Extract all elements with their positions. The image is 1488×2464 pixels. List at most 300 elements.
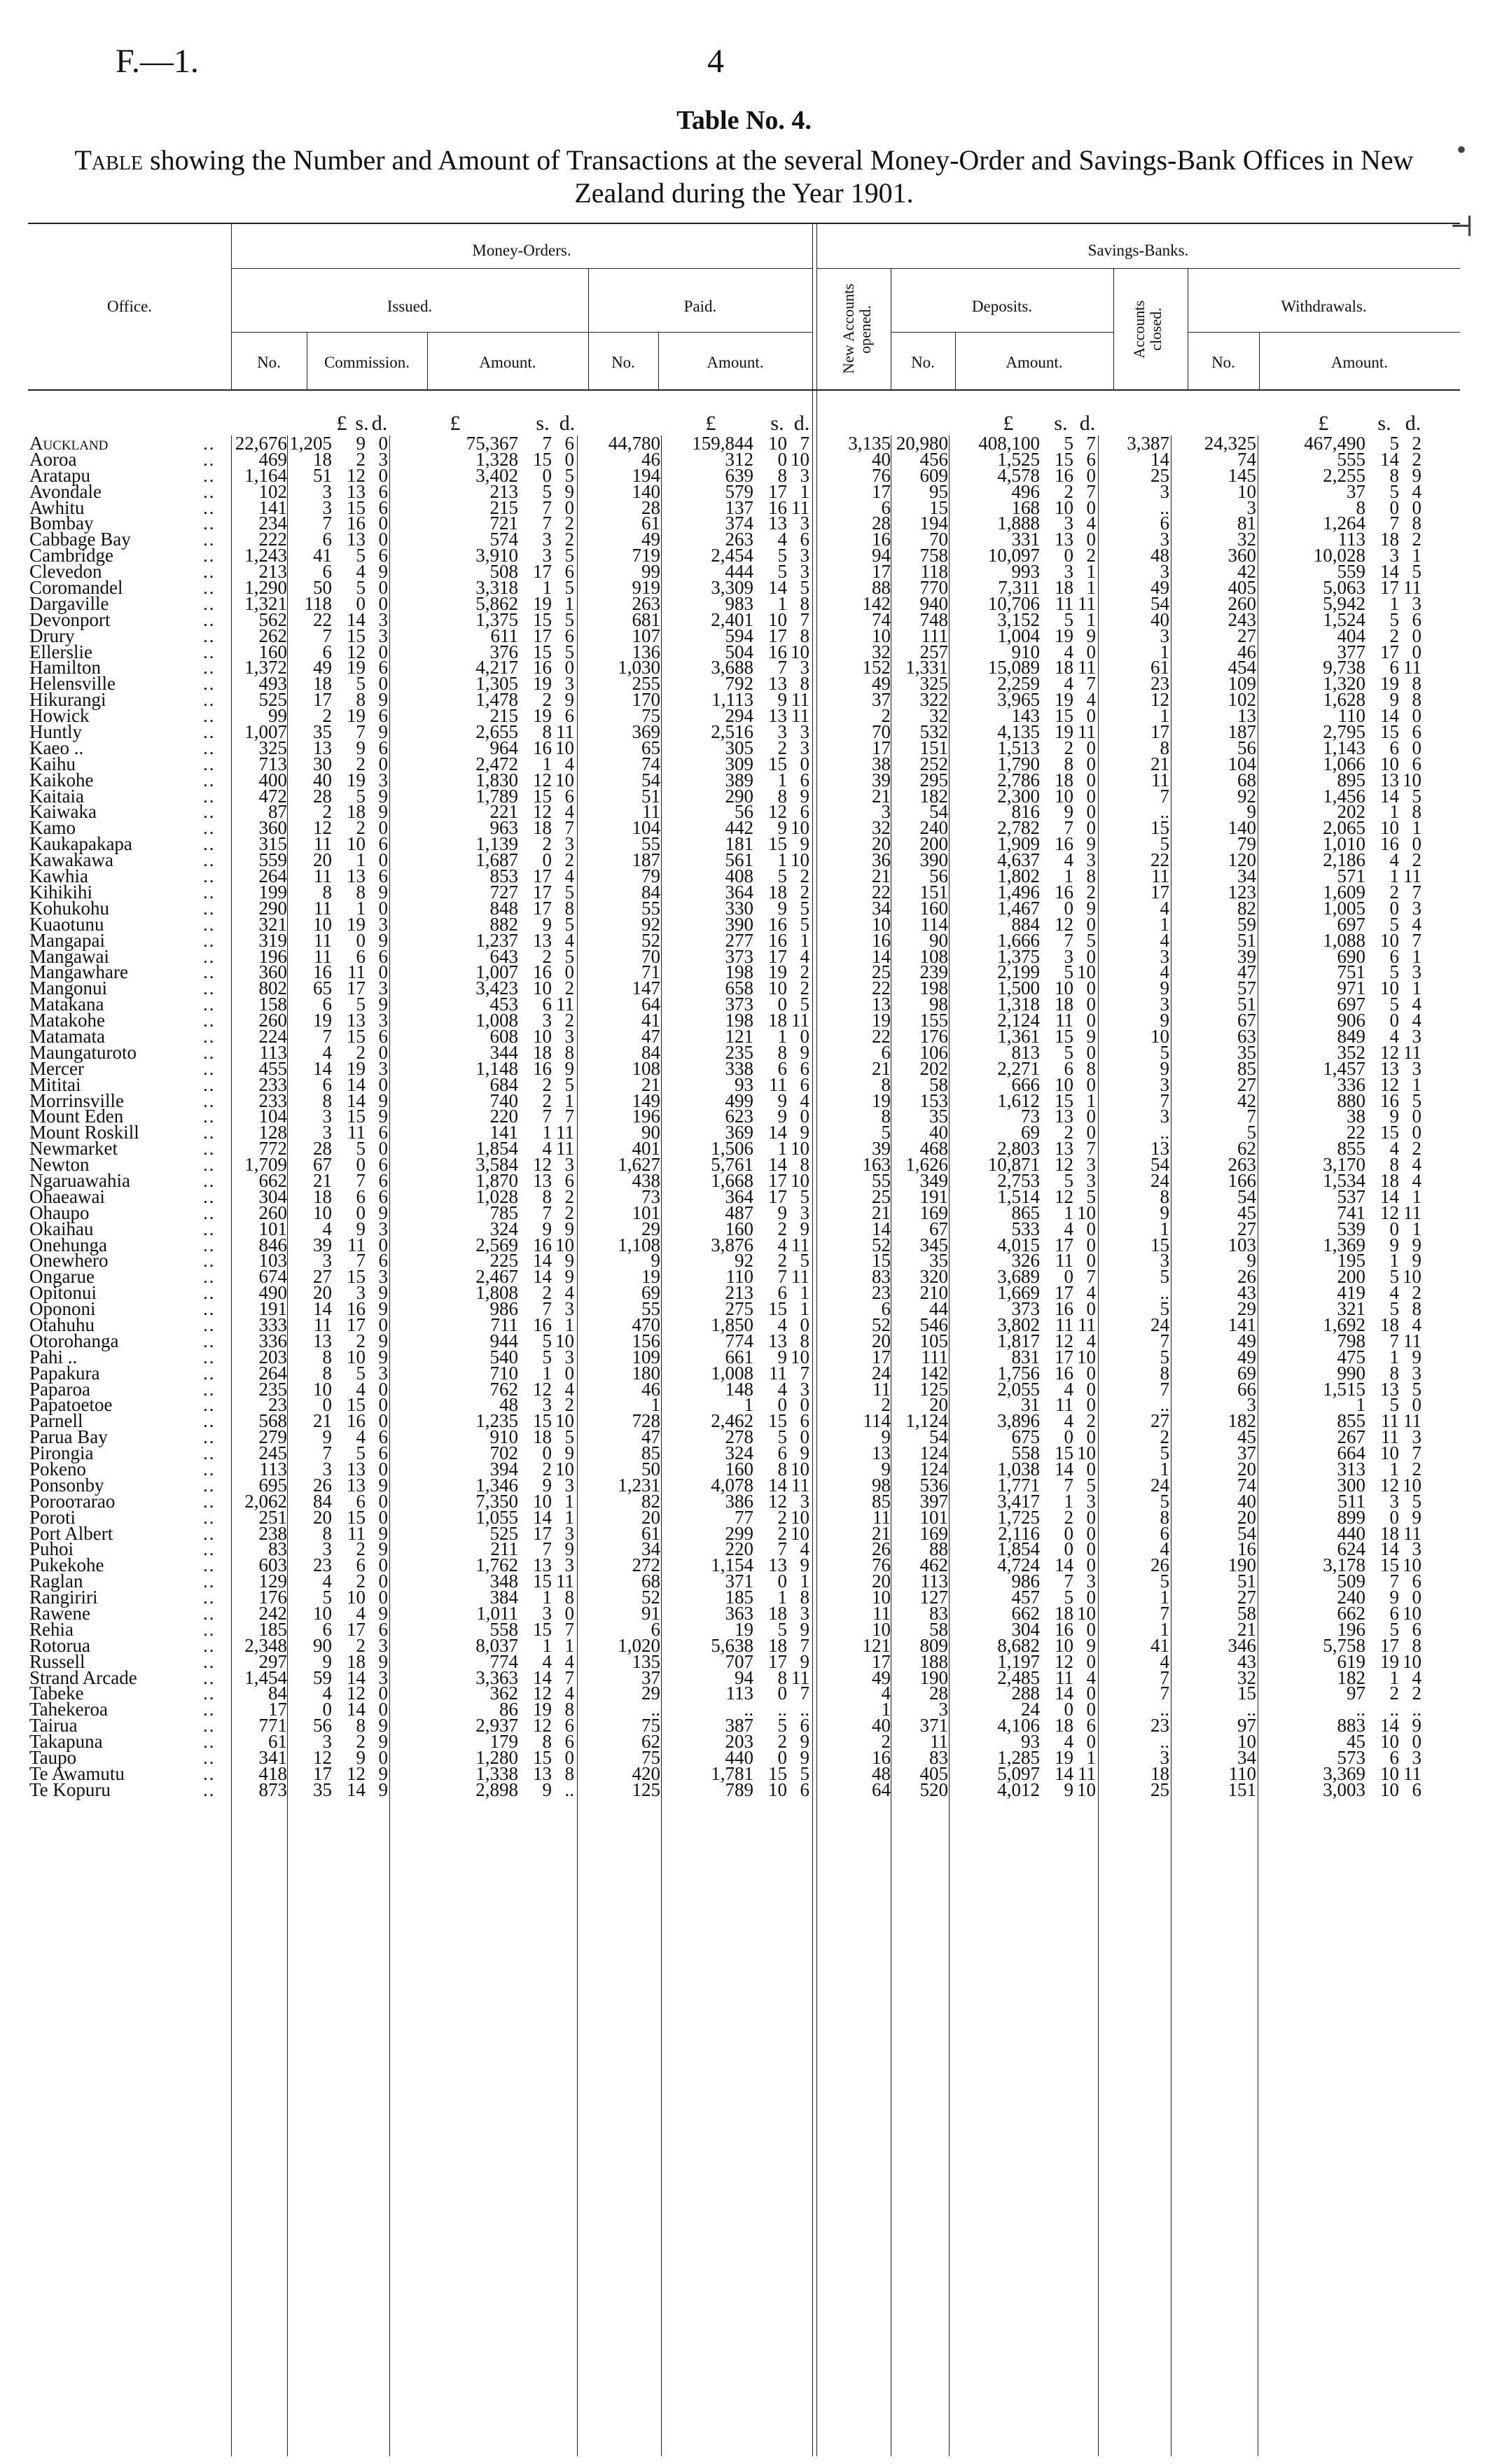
paid-amount-shillings: 6: [777, 1282, 787, 1304]
paid-amount-pounds: 1,781: [711, 1762, 753, 1784]
office-name: Kihikihi: [29, 881, 93, 903]
deposits-amount-shillings: 16: [1055, 464, 1073, 486]
issued-number: 2,062: [244, 1490, 287, 1512]
withdrawals-amount-pence: 5: [1412, 785, 1421, 807]
issued-amount-pence: 4: [564, 1650, 574, 1672]
commission-pence: 0: [378, 641, 388, 662]
issued-amount-shillings: 2: [542, 689, 552, 711]
paid-amount-shillings: 4: [777, 1314, 787, 1335]
withdrawals-amount-pounds: 37: [1347, 480, 1365, 502]
deposits-amount-pence: 0: [1086, 1362, 1096, 1384]
header-commission: Commission.: [324, 354, 410, 371]
issued-amount-pounds: 1,854: [475, 1138, 518, 1160]
office-name: Strand Arcade: [29, 1666, 137, 1688]
header-withdrawals: Withdrawals.: [1281, 298, 1367, 315]
issued-number: 203: [258, 1346, 287, 1367]
commission-pence: 0: [378, 1378, 388, 1400]
commission-pounds: 11: [314, 945, 332, 967]
issued-number: 129: [258, 1571, 287, 1592]
issued-amount-shillings: 10: [533, 1490, 552, 1512]
deposits-amount-shillings: 13: [1055, 1106, 1073, 1127]
paid-number: 180: [632, 1362, 660, 1384]
paid-number: 52: [641, 1587, 660, 1608]
new-accounts-opened: 22: [872, 881, 891, 903]
new-accounts-opened: 21: [872, 785, 891, 807]
deposits-amount-pounds: 2,116: [998, 1522, 1040, 1544]
issued-amount-pounds: 179: [489, 1731, 518, 1753]
deposits-amount-shillings: 4: [1064, 673, 1073, 695]
commission-pence: 3: [378, 1666, 388, 1688]
withdrawals-number: 59: [1237, 913, 1256, 935]
paid-amount-shillings: 0: [777, 1571, 787, 1592]
paid-number: 62: [641, 1731, 660, 1753]
withdrawals-amount-shillings: 6: [1389, 945, 1399, 967]
issued-number: 260: [258, 1202, 287, 1223]
leader-dots: ..: [203, 1410, 216, 1432]
leader-dots: ..: [203, 1346, 216, 1367]
issued-amount-pounds: 684: [489, 1073, 518, 1095]
deposits-number: 58: [929, 1073, 948, 1095]
withdrawals-number: 37: [1237, 1442, 1256, 1464]
deposits-amount-pounds: 1,285: [997, 1747, 1040, 1769]
withdrawals-amount-pounds: 195: [1337, 1250, 1365, 1272]
commission-pence: 0: [378, 1234, 388, 1255]
paid-amount-pence: 10: [791, 849, 809, 871]
commission-shillings: 19: [347, 657, 366, 678]
withdrawals-number: 263: [1228, 1154, 1256, 1176]
commission-shillings: 2: [356, 817, 366, 839]
office-name: Devonport: [29, 608, 111, 630]
paid-amount-shillings: 15: [768, 1298, 787, 1320]
deposits-amount-shillings: 4: [1064, 1378, 1073, 1400]
commission-pounds: 56: [313, 1715, 332, 1736]
commission-shillings: 6: [356, 945, 366, 967]
withdrawals-number: 187: [1228, 721, 1256, 743]
withdrawals-number: 20: [1237, 1459, 1256, 1480]
deposits-number: 320: [919, 1266, 948, 1288]
paid-amount-shillings: 9: [777, 817, 787, 839]
deposits-number: 169: [919, 1522, 948, 1544]
withdrawals-amount-pounds: 971: [1337, 977, 1365, 999]
deposits-amount-pounds: 3,152: [997, 608, 1040, 630]
withdrawals-number: 51: [1237, 994, 1256, 1015]
new-accounts-opened: 8: [881, 1073, 891, 1095]
withdrawals-number: 32: [1237, 529, 1256, 550]
new-accounts-opened: 16: [872, 529, 891, 550]
withdrawals-number: 13: [1237, 705, 1256, 727]
commission-pence: 6: [378, 1025, 388, 1047]
office-name: Opitonui: [29, 1282, 97, 1304]
paid-number: 1,627: [618, 1154, 660, 1176]
paid-amount-pounds: 181: [725, 833, 753, 855]
accounts-closed: 1: [1160, 641, 1169, 662]
paid-amount-shillings: 15: [768, 753, 787, 774]
paid-amount-pounds: 275: [725, 1298, 753, 1320]
paid-amount-pounds: 77: [735, 1506, 753, 1528]
office-name: Mangawhare: [29, 961, 128, 983]
leader-dots: ..: [203, 1138, 216, 1160]
paid-amount-shillings: 3: [777, 721, 787, 743]
withdrawals-amount-pence: 0: [1412, 833, 1421, 855]
paid-amount-shillings: 8: [777, 1459, 787, 1480]
paid-amount-pounds: 364: [725, 1185, 753, 1207]
accounts-closed: 6: [1160, 1522, 1169, 1544]
withdrawals-number: 405: [1228, 577, 1256, 599]
paid-number: 75: [641, 1747, 660, 1769]
paid-amount-pounds: 579: [725, 480, 753, 502]
issued-amount-shillings: 12: [533, 801, 552, 823]
accounts-closed: 1: [1160, 913, 1169, 935]
deposits-number: 98: [929, 994, 948, 1015]
office-name: Ngaruawahia: [29, 1169, 130, 1191]
issued-number: 234: [258, 513, 287, 534]
commission-pounds: 28: [313, 1138, 332, 1160]
deposits-amount-shillings: 18: [1055, 994, 1073, 1015]
accounts-closed: ..: [1160, 1699, 1169, 1720]
commission-pence: 6: [378, 480, 388, 502]
paid-amount-pence: 9: [800, 1554, 809, 1576]
withdrawals-amount-pence: 11: [1403, 1410, 1421, 1432]
new-accounts-opened: 19: [872, 1090, 891, 1111]
commission-pounds: 39: [313, 1234, 332, 1255]
deposits-number: 58: [929, 1618, 948, 1640]
deposits-number: 295: [919, 769, 948, 791]
leader-dots: ..: [203, 1090, 216, 1111]
deposits-amount-shillings: 14: [1055, 1459, 1073, 1480]
leader-dots: ..: [203, 1282, 216, 1304]
withdrawals-amount-pence: 4: [1412, 1154, 1421, 1176]
withdrawals-amount-pounds: 300: [1337, 1474, 1365, 1496]
issued-amount-pounds: 4,217: [475, 657, 518, 678]
withdrawals-amount-shillings: 0: [1389, 897, 1399, 919]
paid-amount-pounds: 3,876: [711, 1234, 753, 1255]
withdrawals-amount-pence: 5: [1412, 561, 1421, 583]
deposits-amount-pence: 0: [1086, 1699, 1096, 1720]
issued-amount-pounds: 721: [489, 513, 518, 534]
deposits-amount-shillings: 7: [1064, 1474, 1073, 1496]
accounts-closed: 3: [1160, 1250, 1169, 1272]
new-accounts-opened: 17: [872, 737, 891, 758]
commission-pence: 9: [378, 1603, 388, 1624]
deposits-amount-pence: 0: [1086, 1554, 1096, 1576]
withdrawals-number: 145: [1228, 464, 1256, 486]
deposits-amount-pounds: 986: [1011, 1571, 1040, 1592]
leader-dots: ..: [203, 1618, 216, 1640]
issued-amount-pence: 0: [564, 1603, 574, 1624]
withdrawals-amount-shillings: 0: [1389, 1010, 1399, 1031]
paid-number: 41: [641, 1010, 660, 1031]
commission-shillings: 4: [356, 561, 366, 583]
commission-pounds: 8: [322, 1362, 332, 1384]
paid-amount-pence: 6: [800, 801, 809, 823]
issued-amount-pence: 3: [564, 833, 574, 855]
commission-shillings: 12: [347, 464, 366, 486]
office-name: Kamo: [29, 817, 76, 839]
issued-amount-pence: 0: [564, 448, 574, 470]
commission-shillings: 5: [356, 545, 366, 566]
deposits-amount-pence: 11: [1078, 1314, 1096, 1335]
withdrawals-number: 67: [1237, 1010, 1256, 1031]
deposits-amount-pence: 0: [1086, 1010, 1096, 1031]
deposits-amount-pounds: 326: [1011, 1250, 1040, 1272]
deposits-amount-pence: 0: [1086, 1506, 1096, 1528]
issued-amount-pence: 8: [564, 1762, 574, 1784]
withdrawals-number: 110: [1228, 1762, 1256, 1784]
paid-amount-shillings: 7: [777, 1538, 787, 1560]
issued-number: 333: [258, 1314, 287, 1335]
paid-number: 52: [641, 929, 660, 951]
office-name: Rotorua: [29, 1634, 90, 1656]
leader-dots: ..: [203, 1330, 216, 1351]
issued-number: 418: [258, 1762, 287, 1784]
deposits-amount-pence: 0: [1086, 464, 1096, 486]
leader-dots: ..: [203, 1762, 216, 1784]
deposits-amount-pence: 0: [1086, 1250, 1096, 1272]
issued-amount-pounds: 986: [489, 1298, 518, 1320]
deposits-amount-pounds: 1,500: [997, 977, 1040, 999]
office-name: Hikurangi: [29, 689, 106, 711]
withdrawals-amount-pounds: 1,010: [1323, 833, 1365, 855]
withdrawals-number: 35: [1237, 1041, 1256, 1063]
commission-pence: 9: [378, 1715, 388, 1736]
commission-shillings: 7: [356, 1169, 366, 1191]
deposits-amount-pence: 4: [1086, 513, 1096, 534]
withdrawals-number: 85: [1237, 1057, 1256, 1079]
withdrawals-amount-shillings: 10: [1380, 1442, 1399, 1464]
commission-pence: 0: [378, 1587, 388, 1608]
office-name: Parua Bay: [29, 1426, 108, 1448]
savings-banks-underline: [816, 268, 1460, 269]
paid-amount-pounds: 983: [725, 592, 753, 614]
issued-amount-pence: 0: [564, 496, 574, 518]
commission-pence: 0: [378, 433, 388, 454]
paid-amount-pounds: 661: [725, 1346, 753, 1367]
withdrawals-amount-pence: 11: [1403, 865, 1421, 887]
deposits-amount-pence: 0: [1086, 705, 1096, 727]
paid-number: 255: [632, 673, 660, 695]
issued-number: 251: [258, 1506, 287, 1528]
withdrawals-number: 66: [1237, 1378, 1256, 1400]
commission-pence: 6: [378, 545, 388, 566]
commission-pence: 0: [378, 1571, 388, 1592]
paid-number: 1,020: [618, 1634, 660, 1656]
margin-mark: ⊣: [1449, 211, 1474, 242]
commission-shillings: 14: [347, 1699, 366, 1720]
header-paid: Paid.: [683, 298, 717, 315]
commission-shillings: 12: [347, 641, 366, 662]
issued-amount-pence: 1: [564, 1314, 574, 1335]
issued-amount-pence: 6: [564, 1169, 574, 1191]
office-name: Papakura: [29, 1362, 100, 1384]
withdrawals-amount-shillings: 13: [1380, 769, 1399, 791]
commission-shillings: 3: [356, 1282, 366, 1304]
office-name: Pokeno: [29, 1459, 86, 1480]
accounts-closed: 3,387: [1127, 433, 1169, 454]
issued-amount-pounds: 344: [489, 1041, 518, 1063]
issued-amount-pence: 9: [564, 1057, 574, 1079]
paid-amount-pounds: 658: [725, 977, 753, 999]
issued-amount-pence: 9: [564, 480, 574, 502]
commission-shillings: 12: [347, 1683, 366, 1704]
paid-amount-pence: 6: [800, 1410, 809, 1432]
leader-dots: ..: [203, 1474, 216, 1496]
office-name: Cabbage Bay: [29, 529, 131, 550]
office-name: Tabeke: [29, 1683, 84, 1704]
withdrawals-amount-shillings: 18: [1380, 529, 1399, 550]
withdrawals-amount-pounds: 906: [1337, 1010, 1365, 1031]
office-name: Kuaotunu: [29, 913, 104, 935]
withdrawals-amount-pounds: 555: [1337, 448, 1365, 470]
withdrawals-amount-shillings: 9: [1389, 1106, 1399, 1127]
issued-number: 674: [258, 1266, 287, 1288]
issued-amount-pence: 0: [564, 1362, 574, 1384]
leader-dots: ..: [203, 1362, 216, 1384]
issued-number: 160: [258, 641, 287, 662]
commission-pounds: 84: [313, 1490, 332, 1512]
commission-shillings: 0: [356, 592, 366, 614]
issued-amount-pounds: 348: [489, 1571, 518, 1592]
issued-amount-shillings: 17: [533, 1522, 552, 1544]
deposits-number: 239: [919, 961, 948, 983]
deposits-number: 127: [919, 1587, 948, 1608]
leader-dots: ..: [203, 849, 216, 871]
commission-pounds: 0: [322, 1394, 332, 1416]
deposits-amount-pence: 10: [1077, 1202, 1096, 1223]
issued-amount-pence: 0: [564, 657, 574, 678]
withdrawals-amount-shillings: 1: [1389, 592, 1399, 614]
withdrawals-amount-pounds: 537: [1337, 1185, 1365, 1207]
issued-amount-shillings: 17: [533, 865, 552, 887]
issued-amount-pence: 11: [556, 1122, 574, 1143]
deposits-number: 20: [929, 1394, 948, 1416]
issued-number: 297: [258, 1650, 287, 1672]
withdrawals-amount-pence: 11: [1403, 1762, 1421, 1784]
commission-pounds: 10: [313, 1202, 332, 1223]
leader-dots: ..: [203, 1154, 216, 1176]
issued-amount-pounds: 376: [489, 641, 518, 662]
accounts-closed: 8: [1160, 1185, 1169, 1207]
leader-dots: ..: [203, 689, 216, 711]
paid-number: 681: [632, 608, 660, 630]
commission-pounds: 35: [313, 721, 332, 743]
issued-number: 341: [258, 1747, 287, 1769]
issued-amount-pounds: 2,472: [475, 753, 518, 774]
paid-amount-pence: 8: [800, 625, 809, 646]
commission-shillings: 13: [347, 529, 366, 550]
withdrawals-amount-pounds: 662: [1337, 1603, 1365, 1624]
commission-pounds: 8: [322, 881, 332, 903]
withdrawals-amount-pence: 5: [1412, 1090, 1421, 1111]
withdrawals-amount-pounds: 1,628: [1323, 689, 1365, 711]
paid-amount-pounds: 338: [725, 1057, 753, 1079]
withdrawals-amount-pence: 2: [1412, 1138, 1421, 1160]
new-accounts-opened: 10: [872, 913, 891, 935]
issued-number: 336: [258, 1330, 287, 1351]
deposits-amount-pounds: 10,706: [987, 592, 1040, 614]
paid-amount-pounds: 309: [725, 753, 753, 774]
deposits-amount-pence: 0: [1086, 913, 1096, 935]
paid-amount-pounds: 263: [725, 529, 753, 550]
deposits-number: 54: [929, 801, 948, 823]
commission-pence: 3: [378, 1057, 388, 1079]
paid-number: 187: [632, 849, 660, 871]
new-accounts-opened: 40: [872, 1715, 891, 1736]
withdrawals-amount-shillings: 8: [1389, 1362, 1399, 1384]
withdrawals-amount-pence: 1: [1412, 1185, 1421, 1207]
office-name: Kawhia: [29, 865, 88, 887]
withdrawals-amount-shillings: 17: [1380, 641, 1399, 662]
withdrawals-number: 260: [1228, 592, 1256, 614]
commission-pounds: 3: [322, 1250, 332, 1272]
paid-amount-pounds: 364: [725, 881, 753, 903]
withdrawals-number: 62: [1237, 1138, 1256, 1160]
issued-amount-shillings: 1: [542, 1122, 552, 1143]
commission-shillings: 17: [347, 1618, 366, 1640]
paid-amount-pence: 9: [800, 785, 809, 807]
unit-pound: £: [705, 412, 716, 435]
commission-pence: 6: [378, 496, 388, 518]
commission-pence: 6: [378, 1618, 388, 1640]
withdrawals-amount-pence: 9: [1412, 1250, 1421, 1272]
paid-amount-pence: 8: [800, 1154, 809, 1176]
paid-amount-shillings: 17: [768, 1169, 787, 1191]
paid-amount-pence: 7: [800, 1634, 809, 1656]
new-accounts-opened: 1: [881, 1699, 891, 1720]
deposits-number: 155: [919, 1010, 948, 1031]
deposits-amount-shillings: 6: [1064, 1057, 1073, 1079]
paid-amount-shillings: 4: [777, 1234, 787, 1255]
deposits-amount-pounds: 1,888: [997, 513, 1040, 534]
issued-amount-shillings: 1: [542, 1362, 552, 1384]
issued-amount-pounds: 1,235: [475, 1410, 518, 1432]
deposits-amount-pounds: 4,135: [997, 721, 1040, 743]
withdrawals-amount-pounds: 38: [1347, 1106, 1365, 1127]
new-accounts-opened: 17: [872, 1650, 891, 1672]
withdrawals-amount-pounds: 10,028: [1313, 545, 1365, 566]
withdrawals-amount-shillings: 11: [1381, 1410, 1399, 1432]
issued-amount-pence: 7: [564, 1666, 574, 1688]
paid-number: 1,231: [618, 1474, 660, 1496]
deposits-amount-pounds: 2,055: [997, 1378, 1040, 1400]
deposits-amount-pence: 0: [1086, 801, 1096, 823]
commission-pence: 9: [378, 1346, 388, 1367]
issued-amount-shillings: 16: [533, 657, 552, 678]
withdrawals-number: 54: [1237, 1185, 1256, 1207]
issued-amount-pounds: 362: [489, 1683, 518, 1704]
paid-amount-pounds: 203: [725, 1731, 753, 1753]
header-money-orders: Money-Orders.: [472, 242, 571, 259]
withdrawals-amount-pounds: 855: [1337, 1138, 1365, 1160]
office-name: Newmarket: [29, 1138, 118, 1160]
commission-pence: 0: [378, 961, 388, 983]
header-issued-amount: Amount.: [479, 354, 536, 371]
withdrawals-amount-pounds: 3,178: [1323, 1554, 1365, 1576]
paid-number: 20: [641, 1506, 660, 1528]
deposits-amount-pence: 0: [1086, 1683, 1096, 1704]
issued-amount-pounds: 1,830: [475, 769, 518, 791]
paid-amount-pence: 3: [800, 1378, 809, 1400]
deposits-amount-pounds: 1,004: [997, 625, 1040, 646]
commission-pence: 0: [378, 1314, 388, 1335]
deposits-amount-pounds: 1,375: [997, 945, 1040, 967]
leader-dots: ..: [203, 929, 216, 951]
commission-pounds: 8: [322, 1090, 332, 1111]
deposits-amount-pounds: 3,417: [997, 1490, 1040, 1512]
deposits-amount-shillings: 11: [1055, 1010, 1073, 1031]
deposits-amount-pence: 1: [1086, 1090, 1096, 1111]
withdrawals-number: 140: [1228, 817, 1256, 839]
issued-number: 490: [258, 1282, 287, 1304]
